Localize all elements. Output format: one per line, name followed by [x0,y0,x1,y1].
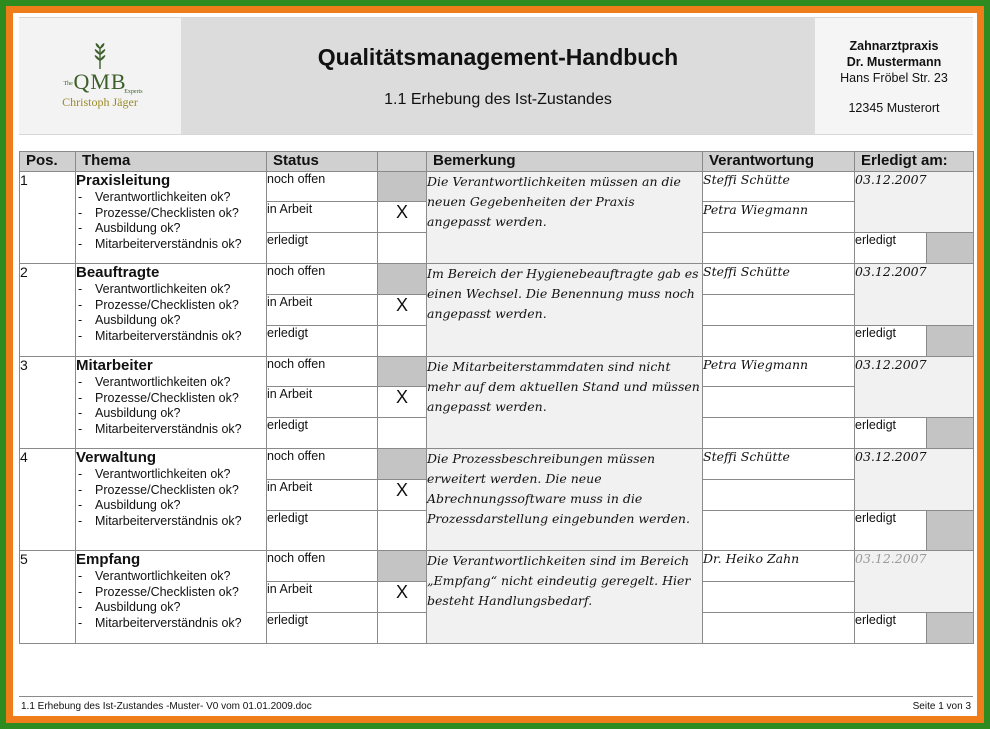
row-topic [76,449,267,551]
topic-title: Verwaltung [76,449,157,466]
completion-date: 03.12.2007 [855,551,974,613]
checklist-item: - Mitarbeiterverständnis ok? [78,421,242,436]
address-line-4: 12345 Musterort [848,101,940,115]
wheat-icon [90,43,110,69]
checklist-item: - Prozesse/Checklisten ok? [78,297,239,312]
status-in-progress-label: in Arbeit [267,295,378,326]
status-open-label: noch offen [267,449,378,480]
column-header: Verantwortung [703,152,855,172]
done-label: erledigt [855,613,927,644]
row-topic [76,551,267,644]
table-row [20,357,974,387]
status-in-progress-checkbox[interactable]: X [378,480,427,511]
checklist-item: - Verantwortlichkeiten ok? [78,190,231,204]
status-done-checkbox[interactable] [378,326,427,357]
column-header: Thema [76,152,267,172]
row-remark: Die Mitarbeiterstammdaten sind nicht mehr auf dem aktuellen Stand und müssen angepasst werden. [427,357,703,449]
logo-subtitle: Christoph Jäger [62,94,138,109]
status-open-label: noch offen [267,357,378,387]
status-open-checkbox[interactable] [378,264,427,295]
status-open-label: noch offen [267,551,378,582]
column-header: Erledigt am: [855,152,974,172]
address-line-3: Hans Fröbel Str. 23 [840,71,948,85]
done-checkbox[interactable] [927,613,974,644]
completion-date: 03.12.2007 [855,172,974,233]
status-done-label: erledigt [267,511,378,551]
completion-date: 03.12.2007 [855,264,974,326]
responsible-person-3 [703,233,855,264]
done-checkbox[interactable] [927,326,974,357]
done-label: erledigt [855,418,927,449]
row-remark: Die Verantwortlichkeiten sind im Bereich „Empfang“ nicht eindeutig geregelt. Hier besteht Handlungsbedarf. [427,551,703,644]
address-line-1: Zahnarztpraxis [849,39,939,53]
row-remark: Die Verantwortlichkeiten müssen an die neuen Gegebenheiten der Praxis angepasst werden. [427,172,703,264]
responsible-person-2 [703,295,855,326]
responsible-person-2 [703,480,855,511]
document-title: Qualitätsmanagement-Handbuch [317,44,679,70]
done-checkbox[interactable] [927,511,974,551]
responsible-person: Steffi Schütte [703,172,855,202]
topic-title: Praxisleitung [76,172,171,189]
status-done-checkbox[interactable] [378,233,427,264]
logo-prefix: The [63,80,73,87]
status-in-progress-checkbox[interactable]: X [378,387,427,418]
status-done-checkbox[interactable] [378,613,427,644]
header-title-block [181,18,815,134]
table-header-row [20,152,974,172]
document-footer [19,696,973,715]
responsible-person-3 [703,613,855,644]
row-position: 4 [20,449,76,551]
table-row [20,264,974,295]
checklist-item: - Ausbildung ok? [78,406,181,420]
responsible-person: Steffi Schütte [703,449,855,480]
done-label: erledigt [855,511,927,551]
checklist-item: - Ausbildung ok? [78,313,181,327]
practice-address [815,18,973,134]
responsible-person-2 [703,387,855,418]
completion-date: 03.12.2007 [855,449,974,511]
topic-title: Empfang [76,551,141,568]
done-label: erledigt [855,326,927,357]
checklist-item: - Mitarbeiterverständnis ok? [78,328,242,343]
checklist-item: - Ausbildung ok? [78,221,181,235]
footer-filename: 1.1 Erhebung des Ist-Zustandes -Muster- V0 vom 01.01.2009.doc [21,700,312,712]
checklist-item: - Ausbildung ok? [78,498,181,512]
status-done-label: erledigt [267,613,378,644]
checklist-item: - Prozesse/Checklisten ok? [78,205,239,220]
row-remark: Im Bereich der Hygienebeauftragte gab es einen Wechsel. Die Benennung muss noch angepasst werden. [427,264,703,357]
checklist-item: - Verantwortlichkeiten ok? [78,467,231,481]
status-in-progress-checkbox[interactable]: X [378,582,427,613]
logo-suffix: Experts [124,88,143,95]
topic-title: Mitarbeiter [76,357,153,374]
row-remark: Die Prozessbeschreibungen müssen erweitert werden. Die neue Abrechnungssoftware muss in die Prozessdarstellung eingebunden werden. [427,449,703,551]
responsible-person: Dr. Heiko Zahn [703,551,855,582]
status-in-progress-label: in Arbeit [267,582,378,613]
checklist-item: - Ausbildung ok? [78,600,181,614]
status-table [19,151,974,644]
status-done-label: erledigt [267,233,378,264]
status-done-label: erledigt [267,326,378,357]
footer-page-number: Seite 1 von 3 [912,700,971,712]
done-checkbox[interactable] [927,233,974,264]
status-in-progress-label: in Arbeit [267,480,378,511]
completion-date: 03.12.2007 [855,357,974,418]
checklist-item: - Verantwortlichkeiten ok? [78,375,231,389]
status-open-label: noch offen [267,264,378,295]
table-row [20,172,974,202]
checklist-item: - Verantwortlichkeiten ok? [78,569,231,583]
row-topic [76,264,267,357]
column-header: Pos. [20,152,76,172]
column-header: Bemerkung [427,152,703,172]
address-line-2: Dr. Mustermann [846,55,942,69]
table-row [20,551,974,582]
responsible-person-3 [703,511,855,551]
responsible-person: Steffi Schütte [703,264,855,295]
status-in-progress-label: in Arbeit [267,202,378,233]
document-header [19,17,973,135]
checklist-item: - Prozesse/Checklisten ok? [78,390,239,405]
checklist-item: - Prozesse/Checklisten ok? [78,482,239,497]
done-checkbox[interactable] [927,418,974,449]
document-page [13,13,977,716]
status-in-progress-label: in Arbeit [267,387,378,418]
status-done-label: erledigt [267,418,378,449]
checklist-item: - Prozesse/Checklisten ok? [78,584,239,599]
row-topic [76,172,267,264]
column-header [378,152,427,172]
document-subtitle: 1.1 Erhebung des Ist-Zustandes [384,91,612,108]
responsible-person-2: Petra Wiegmann [703,202,855,233]
status-in-progress-checkbox[interactable]: X [378,295,427,326]
row-topic [76,357,267,449]
checklist-item: - Mitarbeiterverständnis ok? [78,236,242,251]
status-open-checkbox[interactable] [378,551,427,582]
logo-text: QMB [73,68,127,94]
status-open-checkbox[interactable] [378,449,427,480]
table-row [20,449,974,480]
responsible-person-3 [703,326,855,357]
responsible-person: Petra Wiegmann [703,357,855,387]
status-open-checkbox[interactable] [378,357,427,387]
responsible-person-3 [703,418,855,449]
column-header: Status [267,152,378,172]
responsible-person-2 [703,582,855,613]
done-label: erledigt [855,233,927,264]
row-position: 2 [20,264,76,357]
status-open-checkbox[interactable] [378,172,427,202]
status-done-checkbox[interactable] [378,418,427,449]
status-in-progress-checkbox[interactable]: X [378,202,427,233]
status-done-checkbox[interactable] [378,511,427,551]
topic-title: Beauftragte [76,264,160,281]
checklist-item: - Mitarbeiterverständnis ok? [78,615,242,630]
company-logo [19,18,181,134]
row-position: 1 [20,172,76,264]
checklist-item: - Verantwortlichkeiten ok? [78,282,231,296]
row-position: 5 [20,551,76,644]
checklist-item: - Mitarbeiterverständnis ok? [78,513,242,528]
row-position: 3 [20,357,76,449]
status-open-label: noch offen [267,172,378,202]
